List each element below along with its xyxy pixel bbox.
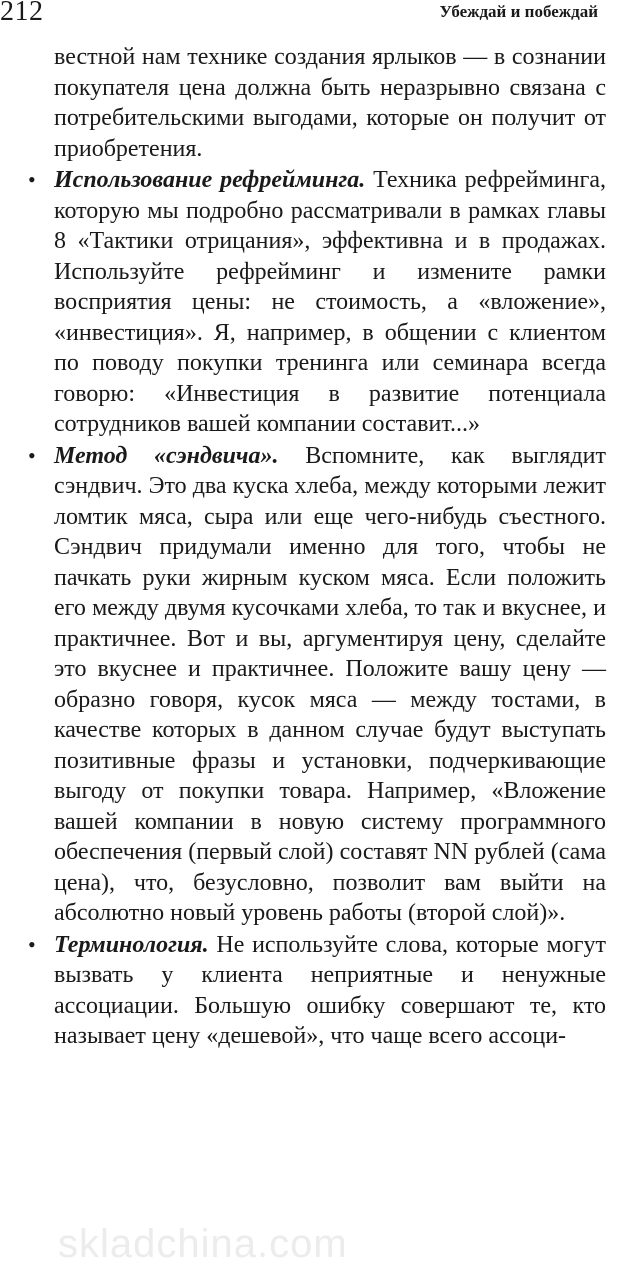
- bullet-icon: •: [28, 442, 36, 468]
- bullet-lead: Терминология.: [54, 931, 209, 958]
- bullet-item-terminology: [30, 930, 606, 1052]
- page-number: 212: [0, 0, 44, 27]
- running-head: Убеждай и побеждай: [439, 2, 598, 21]
- bullet-icon: •: [28, 167, 36, 192]
- paragraph-text: Техника рефрейминга, которую мы подробно рассматривали в рамках главы 8 «Тактики отрицания», эффективна и в продажах. Используйте рефрейминг и измените рамки восприятия цены: не стоимость, а «вложение», «инвестиция». Я, например, в общении с клиентом по поводу покупки тренинга или семинара всегда говорю: «Инвестиция в развитие потенциала сотрудников вашей компании составит...»: [54, 167, 606, 437]
- bullet-icon: •: [28, 931, 36, 957]
- watermark: skladchina.com: [58, 1222, 348, 1266]
- paragraph-continuation: [30, 42, 606, 164]
- paragraph-text: вестной нам технике создания ярлыков — в сознании покупателя цена должна быть неразрывно связана с потребительскими выгодами, которые он получит от приобретения.: [54, 44, 606, 162]
- paragraph-text: Не используйте слова, которые могут вызвать у клиента неприятные и ненужные ассоциации. Большую ошибку совершают те, кто называет цену «дешевой», что чаще всего ассоци-: [54, 931, 606, 1049]
- paragraph-text: Вспомните, как выглядит сэндвич. Это два куска хлеба, между которыми лежит ломтик мяса, сыра или еще чего-нибудь съестного. Сэндвич придумали именно для того, чтобы не пачкать руки жирным куском мяса. Если положить его между двумя кусочками хлеба, то так и вкуснее, и практичнее. Вот и вы, аргументируя цену, сделайте это вкуснее и практичнее. Положите вашу цену — образно говоря, кусок мяса — между тостами, в качестве которых в данном случае будут выступать позитивные фразы и установки, подчеркивающие выгоду от покупки товара. Например, «Вложение вашей компании в новую систему программного обеспечения (первый слой) составят NN рублей (сама цена), что, безусловно, позволит вам выйти на абсолютно новый уровень работы (второй слой)».: [54, 442, 606, 926]
- bullet-item-reframing: [30, 165, 606, 440]
- bullet-lead: Метод «сэндвича».: [54, 442, 279, 469]
- body-text: [30, 42, 606, 1053]
- bullet-item-sandwich: [30, 441, 606, 929]
- bullet-lead: Использование рефрейминга.: [54, 167, 366, 193]
